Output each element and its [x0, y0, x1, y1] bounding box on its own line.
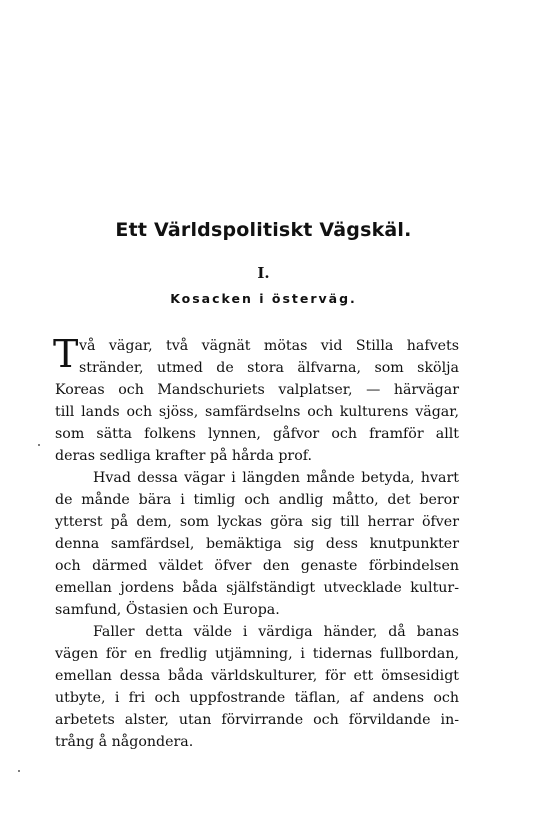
- paper-speck: [38, 444, 40, 446]
- text-line: vå vägar, två vägnät mötas vid Stilla hafvets: [79, 338, 459, 354]
- text-line: vägen för en fredlig utjämning, i tidernas fullbordan,: [55, 646, 459, 662]
- text-line: till lands och sjöss, samfärdselns och kulturens vägar,: [55, 404, 459, 420]
- section-number: I.: [257, 264, 270, 282]
- text-line: arbetets alster, utan förvirrande och förvildande in-: [55, 712, 459, 728]
- text-line: utbyte, i fri och uppfostrande täflan, af andens och: [55, 690, 459, 706]
- text-line: Faller detta välde i värdiga händer, då banas: [93, 624, 459, 640]
- section-subtitle: Kosacken i österväg.: [170, 291, 357, 306]
- paper-speck: [18, 770, 20, 772]
- text-line: emellan dessa båda världskulturer, för ett ömsesidigt: [55, 668, 459, 684]
- text-line: samfund, Östasien och Europa.: [55, 602, 280, 618]
- text-line: Koreas och Mandschuriets valplatser, — härvägar: [55, 382, 459, 398]
- text-line: som sätta folkens lynnen, gåfvor och framför allt: [55, 426, 459, 442]
- text-line: ytterst på dem, som lyckas göra sig till herrar öfver: [55, 514, 459, 530]
- text-line: stränder, utmed de stora älfvarna, som skölja: [79, 360, 459, 376]
- drop-cap: T: [53, 332, 79, 376]
- text-line: denna samfärdsel, bemäktiga sig dess knutpunkter: [55, 536, 459, 552]
- text-line: och därmed väldet öfver den genaste förbindelsen: [55, 558, 459, 574]
- body-text: [53, 332, 459, 753]
- text-line: emellan jordens båda själfständigt utvecklade kultur-: [55, 580, 459, 596]
- text-line: de månde bära i timlig och andlig måtto, det beror: [55, 492, 459, 508]
- text-line: Hvad dessa vägar i längden månde betyda, hvart: [93, 470, 459, 486]
- page-title: Ett Världspolitiskt Vägskäl.: [115, 219, 412, 241]
- text-line: trång å någondera.: [55, 734, 194, 750]
- text-line: deras sedliga krafter på hårda prof.: [55, 448, 313, 464]
